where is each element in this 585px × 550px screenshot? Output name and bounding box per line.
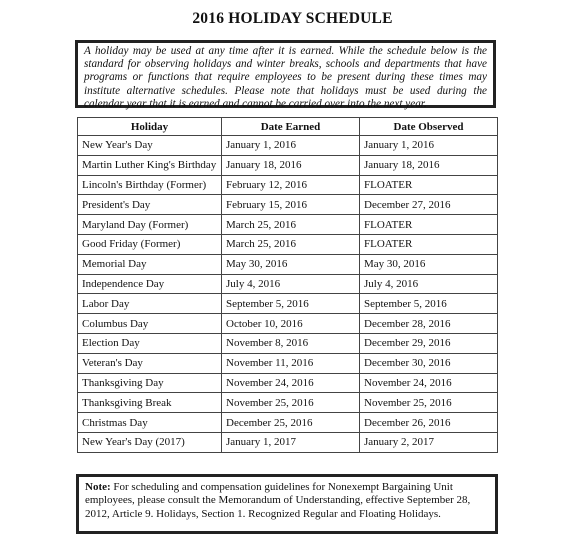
date-earned-cell: May 30, 2016 [222,254,360,274]
holiday-table [77,117,498,453]
header-holiday: Holiday [78,118,222,136]
holiday-cell: New Year's Day [78,136,222,156]
holiday-cell: Christmas Day [78,413,222,433]
date-observed-cell: FLOATER [360,215,498,235]
holiday-cell: President's Day [78,195,222,215]
date-observed-cell: December 26, 2016 [360,413,498,433]
note-label: Note: [85,481,111,493]
date-earned-cell: November 25, 2016 [222,393,360,413]
table-row [78,353,498,373]
date-observed-cell: January 18, 2016 [360,155,498,175]
table-header-row [78,118,498,136]
date-observed-cell: December 29, 2016 [360,333,498,353]
page-title: 2016 HOLIDAY SCHEDULE [192,10,393,27]
holiday-cell: Lincoln's Birthday (Former) [78,175,222,195]
table-row [78,413,498,433]
date-observed-cell: December 30, 2016 [360,353,498,373]
date-earned-cell: October 10, 2016 [222,314,360,334]
table-row [78,195,498,215]
holiday-cell: Thanksgiving Day [78,373,222,393]
date-earned-cell: February 15, 2016 [222,195,360,215]
holiday-cell: Election Day [78,333,222,353]
intro-paragraph: A holiday may be used at any time after it is earned. While the schedule below is the standard for observing holidays and winter breaks, schools and departments that have programs or functions that require employees to be present during these times may institute alternative schedules. Please note that holidays must be used during the calendar year that it is earned and cannot be carried over into the next year. [75,40,496,108]
holiday-cell: Independence Day [78,274,222,294]
header-date-earned: Date Earned [222,118,360,136]
table-row [78,274,498,294]
header-date-observed: Date Observed [360,118,498,136]
holiday-cell: Good Friday (Former) [78,234,222,254]
table-row [78,314,498,334]
date-earned-cell: March 25, 2016 [222,234,360,254]
date-earned-cell: September 5, 2016 [222,294,360,314]
date-observed-cell: November 24, 2016 [360,373,498,393]
holiday-cell: Thanksgiving Break [78,393,222,413]
date-observed-cell: September 5, 2016 [360,294,498,314]
date-earned-cell: November 24, 2016 [222,373,360,393]
date-earned-cell: November 8, 2016 [222,333,360,353]
note-box [76,474,498,534]
date-earned-cell: January 18, 2016 [222,155,360,175]
holiday-cell: Columbus Day [78,314,222,334]
date-observed-cell: FLOATER [360,234,498,254]
date-earned-cell: December 25, 2016 [222,413,360,433]
table-row [78,155,498,175]
holiday-cell: Labor Day [78,294,222,314]
date-earned-cell: March 25, 2016 [222,215,360,235]
date-observed-cell: January 2, 2017 [360,432,498,452]
table-row [78,254,498,274]
date-observed-cell: July 4, 2016 [360,274,498,294]
table-row [78,373,498,393]
table-row [78,393,498,413]
date-earned-cell: January 1, 2016 [222,136,360,156]
date-observed-cell: December 28, 2016 [360,314,498,334]
note-text: For scheduling and compensation guidelines for Nonexempt Bargaining Unit employees, please consult the Memorandum of Understanding, effective September 28, 2012, Article 9. Holidays, Section 1. Recognized Regular and Floating Holidays. [85,481,471,520]
table-row [78,333,498,353]
date-observed-cell: May 30, 2016 [360,254,498,274]
date-observed-cell: FLOATER [360,175,498,195]
table-row [78,175,498,195]
holiday-cell: Maryland Day (Former) [78,215,222,235]
table-row [78,432,498,452]
table-row [78,234,498,254]
holiday-cell: New Year's Day (2017) [78,432,222,452]
holiday-cell: Martin Luther King's Birthday [78,155,222,175]
holiday-cell: Memorial Day [78,254,222,274]
date-earned-cell: November 11, 2016 [222,353,360,373]
date-observed-cell: December 27, 2016 [360,195,498,215]
table-row [78,294,498,314]
holiday-cell: Veteran's Day [78,353,222,373]
date-observed-cell: November 25, 2016 [360,393,498,413]
date-observed-cell: January 1, 2016 [360,136,498,156]
table-row [78,136,498,156]
table-row [78,215,498,235]
date-earned-cell: July 4, 2016 [222,274,360,294]
date-earned-cell: January 1, 2017 [222,432,360,452]
date-earned-cell: February 12, 2016 [222,175,360,195]
